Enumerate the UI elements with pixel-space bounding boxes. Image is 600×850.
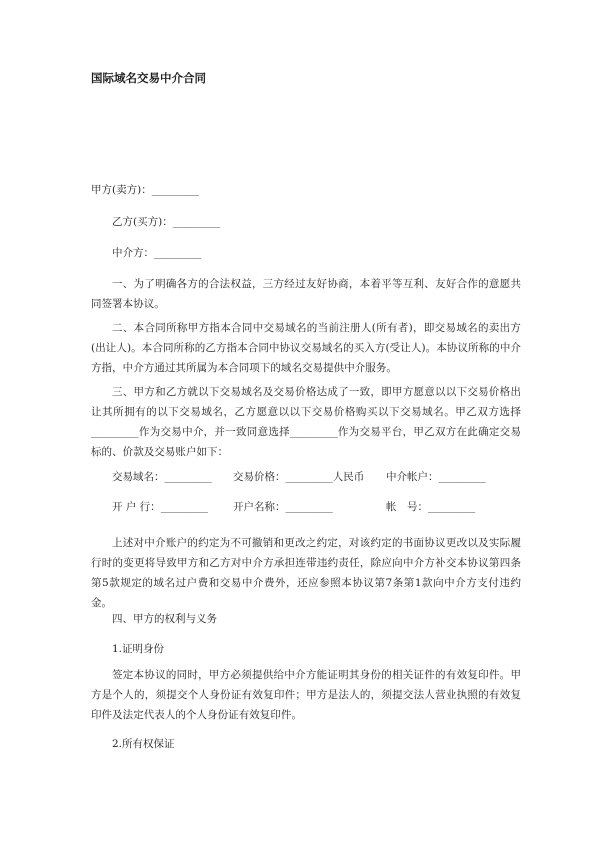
- account-name-value: _________: [285, 501, 333, 513]
- account-no-label: 帐 号：: [386, 501, 428, 513]
- account-field: [386, 469, 486, 484]
- party-a-line: 甲方(卖方)：_________: [91, 184, 199, 196]
- domain-value: _________: [164, 471, 212, 483]
- paragraph-3: 三、甲方和乙方就以下交易域名及交易价格达成了一致，即甲方愿意以以下交易价格出让其所拥有的以下交易域名，乙方愿意以以下交易价格购买以下交易域名。甲乙双方选择_________作为交易中介，并一致同意选择_________作为交易平台，甲乙双方在此确定交易标的、价款及交易账户如下：: [91, 386, 521, 458]
- paragraph-1: 一、为了明确各方的合法权益，三方经过友好协商，本着平等互利、友好合作的意愿共同签署本协议。: [91, 278, 521, 310]
- price-label: 交易价格：: [233, 471, 286, 483]
- bank-label: 开 户 行：: [112, 501, 161, 513]
- party-b-line: 乙方(买方)：_________: [112, 216, 220, 228]
- account-name-label: 开户名称：: [233, 501, 286, 513]
- item-2-heading: 2.所有权保证: [112, 738, 175, 750]
- intermediary-line: 中介方：_________: [112, 247, 202, 259]
- price-value: _________人民币: [285, 471, 365, 483]
- account-no-field: [386, 499, 475, 514]
- section-4-heading: 四、甲方的权利与义务: [112, 613, 217, 625]
- price-field: [233, 469, 364, 484]
- account-value: _________: [438, 471, 486, 483]
- paragraph-2: 二、本合同所称甲方指本合同中交易域名的当前注册人(所有者)，即交易域名的卖出方(出让人)。本合同所称的乙方指本合同中协议交易域名的买入方(受让人)。本协议所称的中介方指，中介方通过其所属为本合同项下的域名交易提供中介服务。: [91, 322, 521, 374]
- bank-field: [112, 499, 208, 514]
- page-title: 国际域名交易中介合同: [91, 71, 206, 85]
- domain-field: [112, 469, 212, 484]
- item-1-heading: 1.证明身份: [112, 643, 165, 655]
- account-name-field: [233, 499, 333, 514]
- account-label: 中介帐户：: [386, 471, 439, 483]
- paragraph-5: 签定本协议的同时，甲方必须提供给中介方能证明其身份的相关证件的有效复印件。甲方是个人的，须提交个人身份证有效复印件；甲方是法人的，须提交法人营业执照的有效复印件及法定代表人的个人身份证有效复印件。: [91, 669, 521, 721]
- domain-label: 交易域名：: [112, 471, 165, 483]
- paragraph-4: 上述对中介账户的约定为不可撤销和更改之约定，对该约定的书面协议更改以及实际履行时的变更将导致甲方和乙方对中介方承担连带违约责任，除应向中介方补交本协议第四条第5款规定的域名过户费和交易中介费外，还应参照本协议第7条第1款向中介方支付违约金。: [91, 537, 521, 609]
- account-no-value: _________: [428, 501, 476, 513]
- bank-value: _________: [160, 501, 208, 513]
